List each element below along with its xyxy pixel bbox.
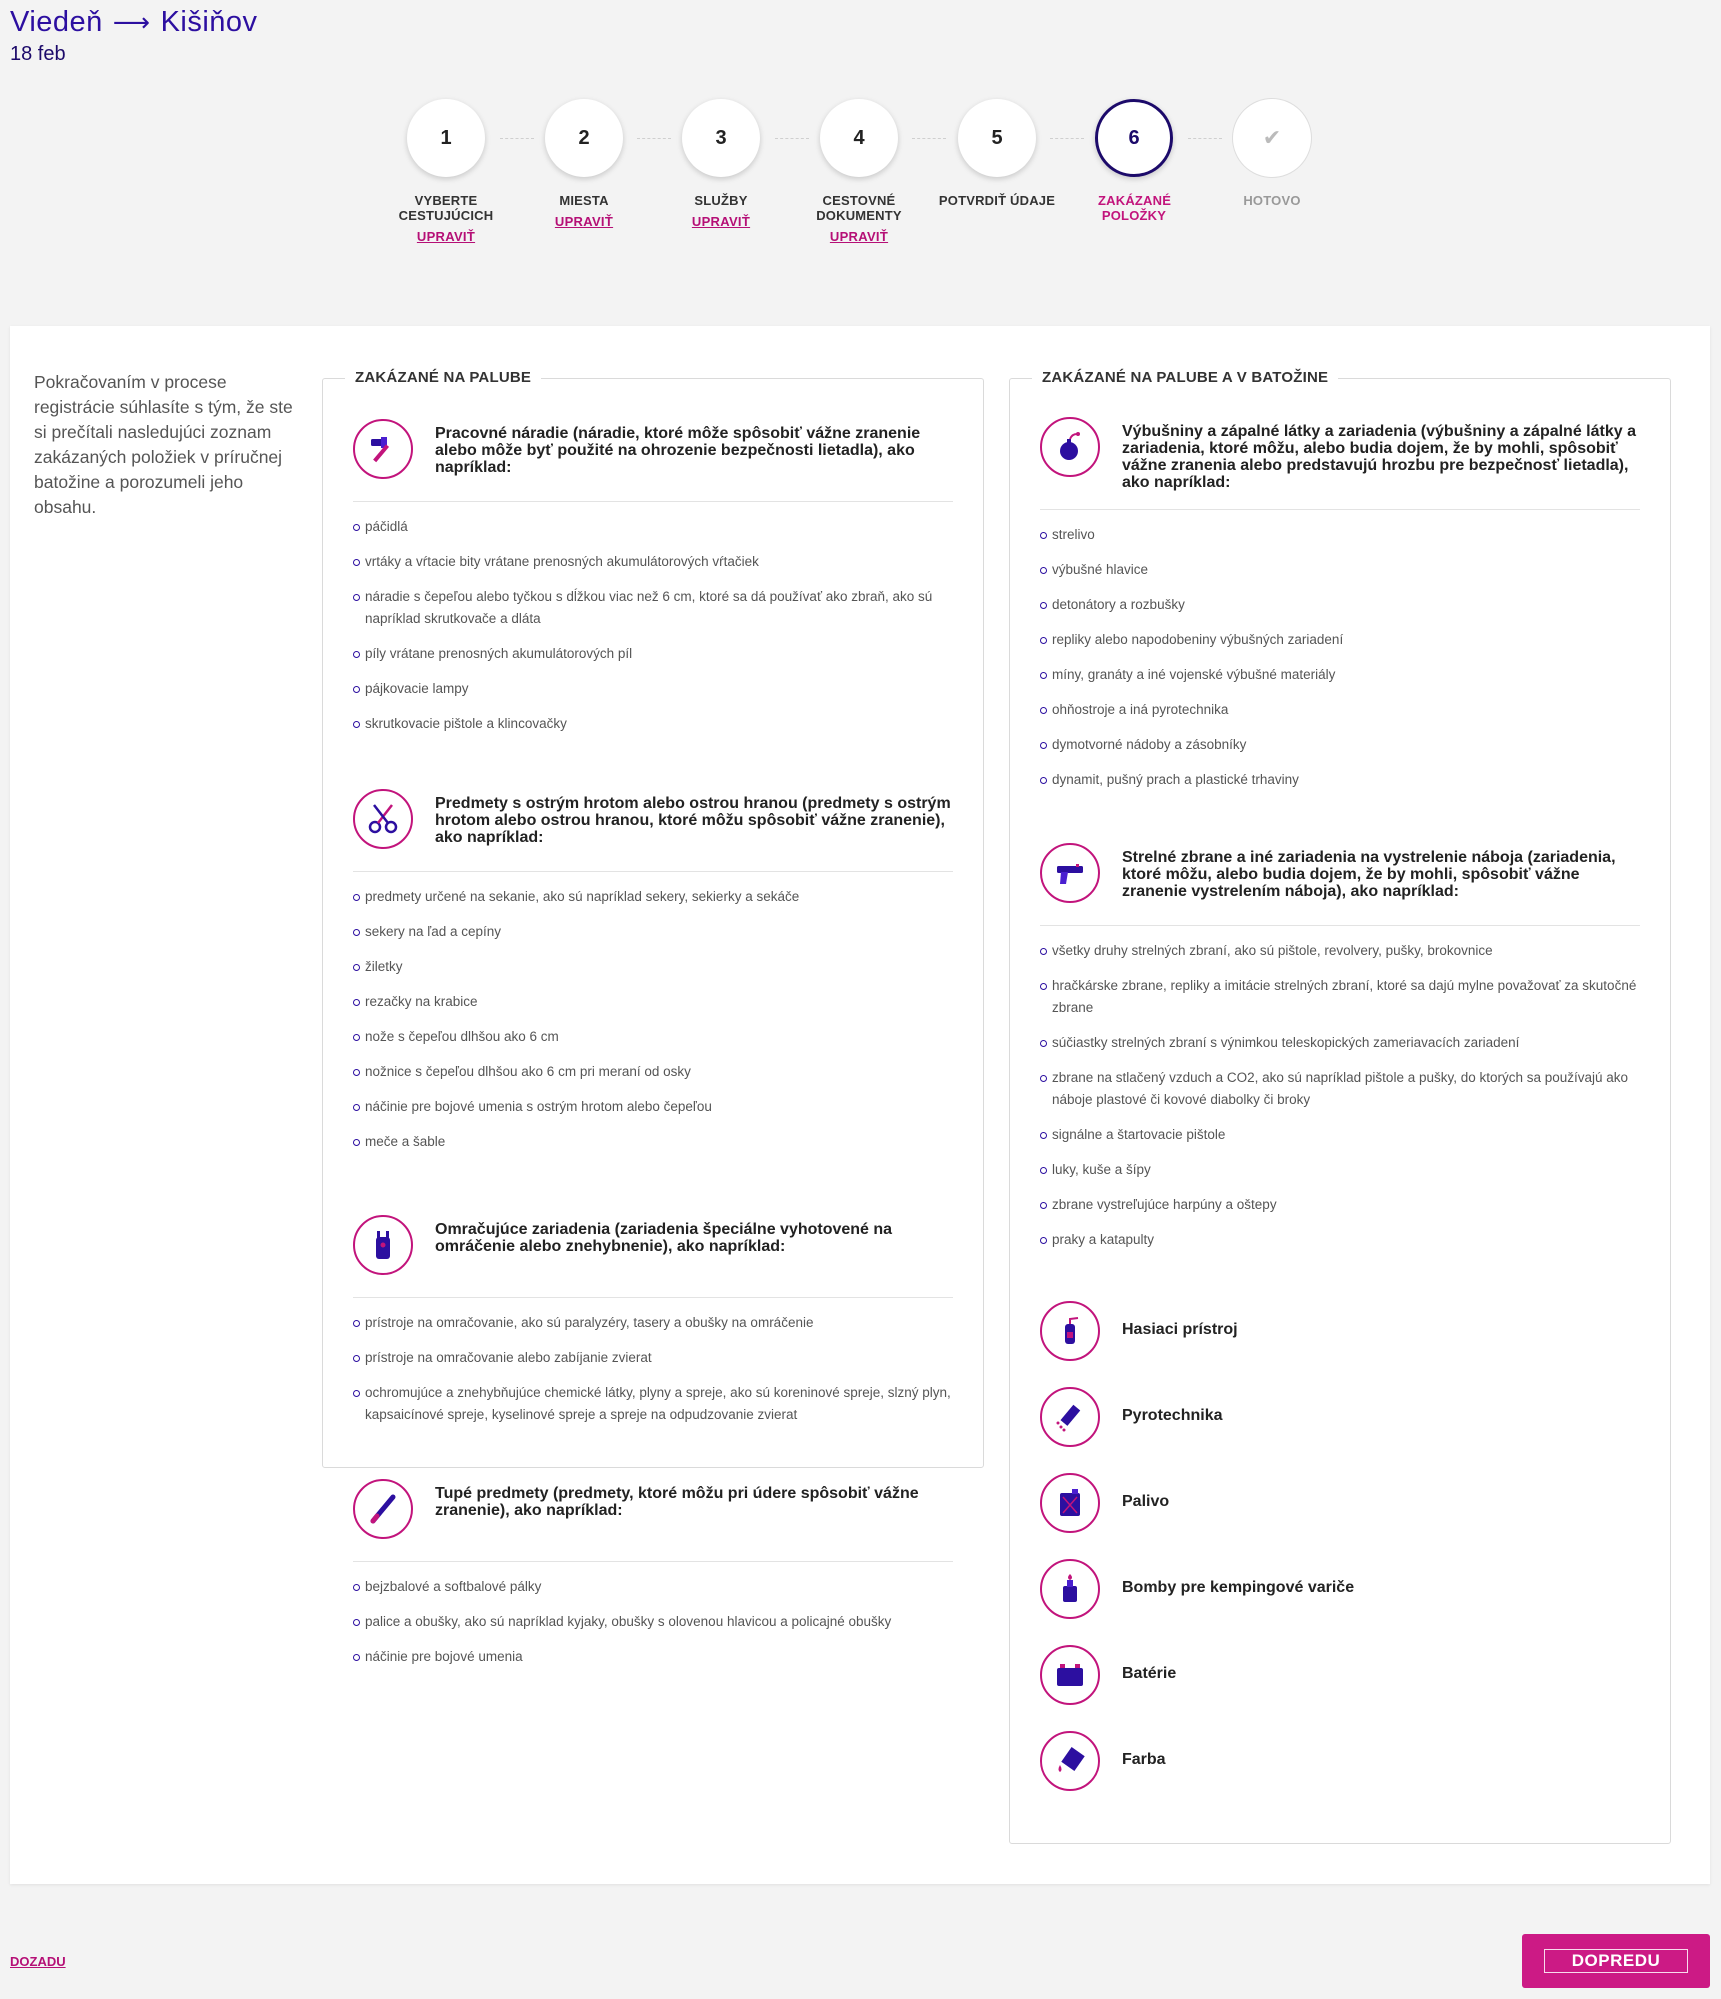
step-number: 5 — [958, 99, 1036, 177]
list-item: skrutkovacie pištole a klincovačky — [353, 713, 953, 735]
step-label: ZAKÁZANÉ POLOŽKY — [1098, 193, 1172, 223]
item-list — [353, 516, 953, 735]
divider — [353, 1561, 953, 1562]
list-item: výbušné hlavice — [1040, 559, 1640, 581]
paint-icon — [1040, 1731, 1100, 1791]
list-item: míny, granáty a iné vojenské výbušné materiály — [1040, 664, 1640, 686]
item-list — [353, 886, 953, 1153]
list-item: detonátory a rozbušky — [1040, 594, 1640, 616]
list-item: dymotvorné nádoby a zásobníky — [1040, 734, 1640, 756]
item-label: Batérie — [1122, 1665, 1177, 1682]
list-item: páčidlá — [353, 516, 953, 538]
step-label: POTVRDIŤ ÚDAJE — [938, 193, 1056, 208]
prohibited-items-card — [10, 326, 1710, 1884]
next-button-label: DOPREDU — [1544, 1949, 1689, 1973]
category-stun-devices — [353, 1215, 953, 1439]
category-title: Výbušniny a zápalné látky a zariadenia (výbušniny a zápalné látky a zariadenia, ktoré môžu, alebo budia dojem, že by mohli, spôsobiť vážne zranenia alebo predstavujú hrozbu pre bezpečnosť lietadla), ako napríklad: — [1122, 423, 1636, 491]
item-list — [1040, 524, 1640, 791]
list-item: signálne a štartovacie pištole — [1040, 1124, 1640, 1146]
next-button[interactable] — [1522, 1934, 1710, 1988]
checkmark-icon: ✔ — [1233, 99, 1311, 177]
panel-title: ZAKÁZANÉ NA PALUBE A V BATOŽINE — [1032, 369, 1338, 386]
category-explosives — [1040, 417, 1640, 804]
item-label: Pyrotechnika — [1122, 1407, 1223, 1424]
list-item: všetky druhy strelných zbraní, ako sú pištole, revolvery, pušky, brokovnice — [1040, 940, 1640, 962]
list-item: pájkovacie lampy — [353, 678, 953, 700]
route-title — [10, 6, 258, 39]
list-item: rezačky na krabice — [353, 991, 953, 1013]
step-3 — [651, 99, 791, 231]
pistol-icon — [1040, 843, 1100, 903]
simple-item-pyrotechnics — [1040, 1387, 1540, 1451]
list-item: ohňostroje a iná pyrotechnika — [1040, 699, 1640, 721]
cabin-prohibited-panel — [322, 369, 984, 1664]
step-label: CESTOVNÉ DOKUMENTY — [816, 193, 902, 223]
list-item: bejzbalové a softbalové pálky — [353, 1576, 953, 1598]
step-2 — [514, 99, 654, 231]
divider — [353, 871, 953, 872]
item-list — [1040, 940, 1640, 1251]
list-item: hračkárske zbrane, repliky a imitácie strelných zbraní, ktoré sa dajú mylne považovať za skutočné zbrane — [1040, 975, 1640, 1019]
category-firearms — [1040, 843, 1640, 1264]
step-number: 6 — [1095, 99, 1173, 177]
list-item: strelivo — [1040, 524, 1640, 546]
consent-text: Pokračovaním v procese registrácie súhlasíte s tým, že ste si prečítali nasledujúci zoznam zakázaných položiek v príručnej batožine a porozumeli jeho obsahu. — [34, 372, 293, 517]
list-item: repliky alebo napodobeniny výbušných zariadení — [1040, 629, 1640, 651]
category-blunt-objects — [353, 1479, 953, 1681]
hammer-icon — [353, 419, 413, 479]
step-number: 1 — [407, 99, 485, 177]
category-work-tools — [353, 419, 953, 748]
fuel-canister-icon — [1040, 1473, 1100, 1533]
step-number: 4 — [820, 99, 898, 177]
item-label: Farba — [1122, 1751, 1166, 1768]
fire-extinguisher-icon — [1040, 1301, 1100, 1361]
scissors-icon — [353, 789, 413, 849]
list-item: prístroje na omračovanie, ako sú paralyzéry, tasery a obušky na omráčenie — [353, 1312, 953, 1334]
step-label: SLUŽBY — [694, 193, 748, 208]
item-list — [353, 1312, 953, 1426]
panel-title: ZAKÁZANÉ NA PALUBE — [345, 369, 541, 386]
list-item: luky, kuše a šípy — [1040, 1159, 1640, 1181]
list-item: zbrane na stlačený vzduch a CO2, ako sú napríklad pištole a pušky, do ktorých sa používajú ako náboje plastové či kovové diabolky či broky — [1040, 1067, 1640, 1111]
list-item: palice a obušky, ako sú napríklad kyjaky, obušky s olovenou hlavicou a policajné obušky — [353, 1611, 953, 1633]
step-4-edit-link[interactable]: UPRAVIŤ — [829, 229, 889, 244]
category-title: Predmety s ostrým hrotom alebo ostrou hranou (predmety s ostrým hrotom alebo ostrou hranou, ktoré môžu spôsobiť vážne zranenie), ako napríklad: — [435, 795, 951, 846]
list-item: zbrane vystreľujúce harpúny a oštepy — [1040, 1194, 1640, 1216]
step-1-edit-link[interactable]: UPRAVIŤ — [416, 229, 476, 244]
item-list — [353, 1576, 953, 1668]
simple-item-batteries — [1040, 1645, 1540, 1709]
list-item: náčinie pre bojové umenia — [353, 1646, 953, 1668]
camping-stove-icon — [1040, 1559, 1100, 1619]
category-title: Tupé predmety (predmety, ktoré môžu pri údere spôsobiť vážne zranenie), ako napríklad: — [435, 1485, 919, 1519]
list-item: žiletky — [353, 956, 953, 978]
list-item: vrtáky a vŕtacie bity vrátane prenosných akumulátorových vŕtačiek — [353, 551, 953, 573]
simple-item-fire-extinguisher — [1040, 1301, 1540, 1365]
flight-date: 18 feb — [10, 43, 66, 65]
simple-item-camping-gas — [1040, 1559, 1540, 1623]
step-number: 2 — [545, 99, 623, 177]
list-item: nože s čepeľou dlhšou ako 6 cm — [353, 1026, 953, 1048]
list-item: dynamit, pušný prach a plastické trhaviny — [1040, 769, 1640, 791]
battery-icon — [1040, 1645, 1100, 1705]
taser-icon — [353, 1215, 413, 1275]
step-5 — [927, 99, 1067, 208]
item-label: Bomby pre kempingové variče — [1122, 1579, 1355, 1596]
step-label: VYBERTE CESTUJÚCICH — [398, 193, 494, 223]
list-item: ochromujúce a znehybňujúce chemické látky, plyny a spreje, ako sú koreninové spreje, slzný plyn, kapsaicínové spreje, kyselinové spreje a spreje na odpudzovanie zvierat — [353, 1382, 953, 1426]
pyrotechnics-icon — [1040, 1387, 1100, 1447]
list-item: náradie s čepeľou alebo tyčkou s dĺžkou viac než 6 cm, ktoré sa dá používať ako zbraň, ako sú napríklad skrutkovače a dláta — [353, 586, 953, 630]
bomb-icon — [1040, 417, 1100, 477]
item-label: Hasiaci prístroj — [1122, 1321, 1238, 1338]
list-item: náčinie pre bojové umenia s ostrým hrotom alebo čepeľou — [353, 1096, 953, 1118]
divider — [353, 1297, 953, 1298]
cabin-and-hold-prohibited-panel — [1009, 369, 1671, 1844]
step-1 — [376, 99, 516, 246]
step-3-edit-link[interactable]: UPRAVIŤ — [691, 214, 751, 229]
back-link[interactable]: DOZADU — [10, 1954, 66, 1969]
simple-item-paint — [1040, 1731, 1540, 1795]
step-label: HOTOVO — [1243, 193, 1301, 208]
list-item: meče a šable — [353, 1131, 953, 1153]
list-item: sekery na ľad a cepíny — [353, 921, 953, 943]
category-title: Omračujúce zariadenia (zariadenia špeciálne vyhotovené na omráčenie alebo znehybnenie), ako napríklad: — [435, 1221, 893, 1255]
list-item: predmety určené na sekanie, ako sú napríklad sekery, sekierky a sekáče — [353, 886, 953, 908]
destination-city: Kišiňov — [160, 6, 258, 38]
list-item: prístroje na omračovanie alebo zabíjanie zvierat — [353, 1347, 953, 1369]
divider — [1040, 509, 1640, 510]
item-label: Palivo — [1122, 1493, 1170, 1510]
step-4 — [789, 99, 929, 246]
list-item: súčiastky strelných zbraní s výnimkou teleskopických zameriavacích zariadení — [1040, 1032, 1640, 1054]
step-2-edit-link[interactable]: UPRAVIŤ — [554, 214, 614, 229]
divider — [353, 501, 953, 502]
category-sharp-objects — [353, 789, 953, 1166]
list-item: píly vrátane prenosných akumulátorových píl — [353, 643, 953, 665]
route-arrow-icon: ⟶ — [112, 7, 151, 37]
progress-stepper — [0, 99, 1721, 279]
category-title: Pracovné náradie (náradie, ktoré môže spôsobiť vážne zranenie alebo môže byť použité na ohrozenie bezpečnosti lietadla), ako napríklad: — [435, 425, 921, 476]
step-6-current — [1064, 99, 1204, 223]
origin-city: Viedeň — [10, 6, 103, 38]
list-item: praky a katapulty — [1040, 1229, 1640, 1251]
step-done — [1202, 99, 1342, 208]
step-number: 3 — [682, 99, 760, 177]
list-item: nožnice s čepeľou dlhšou ako 6 cm pri meraní od osky — [353, 1061, 953, 1083]
baseball-bat-icon — [353, 1479, 413, 1539]
category-title: Strelné zbrane a iné zariadenia na vystrelenie náboja (zariadenia, ktoré môžu, alebo budia dojem, že by mohli, spôsobiť vážne zranenie vystrelením náboja), ako napríklad: — [1122, 849, 1616, 900]
simple-item-fuel — [1040, 1473, 1540, 1537]
divider — [1040, 925, 1640, 926]
step-label: MIESTA — [559, 193, 609, 208]
